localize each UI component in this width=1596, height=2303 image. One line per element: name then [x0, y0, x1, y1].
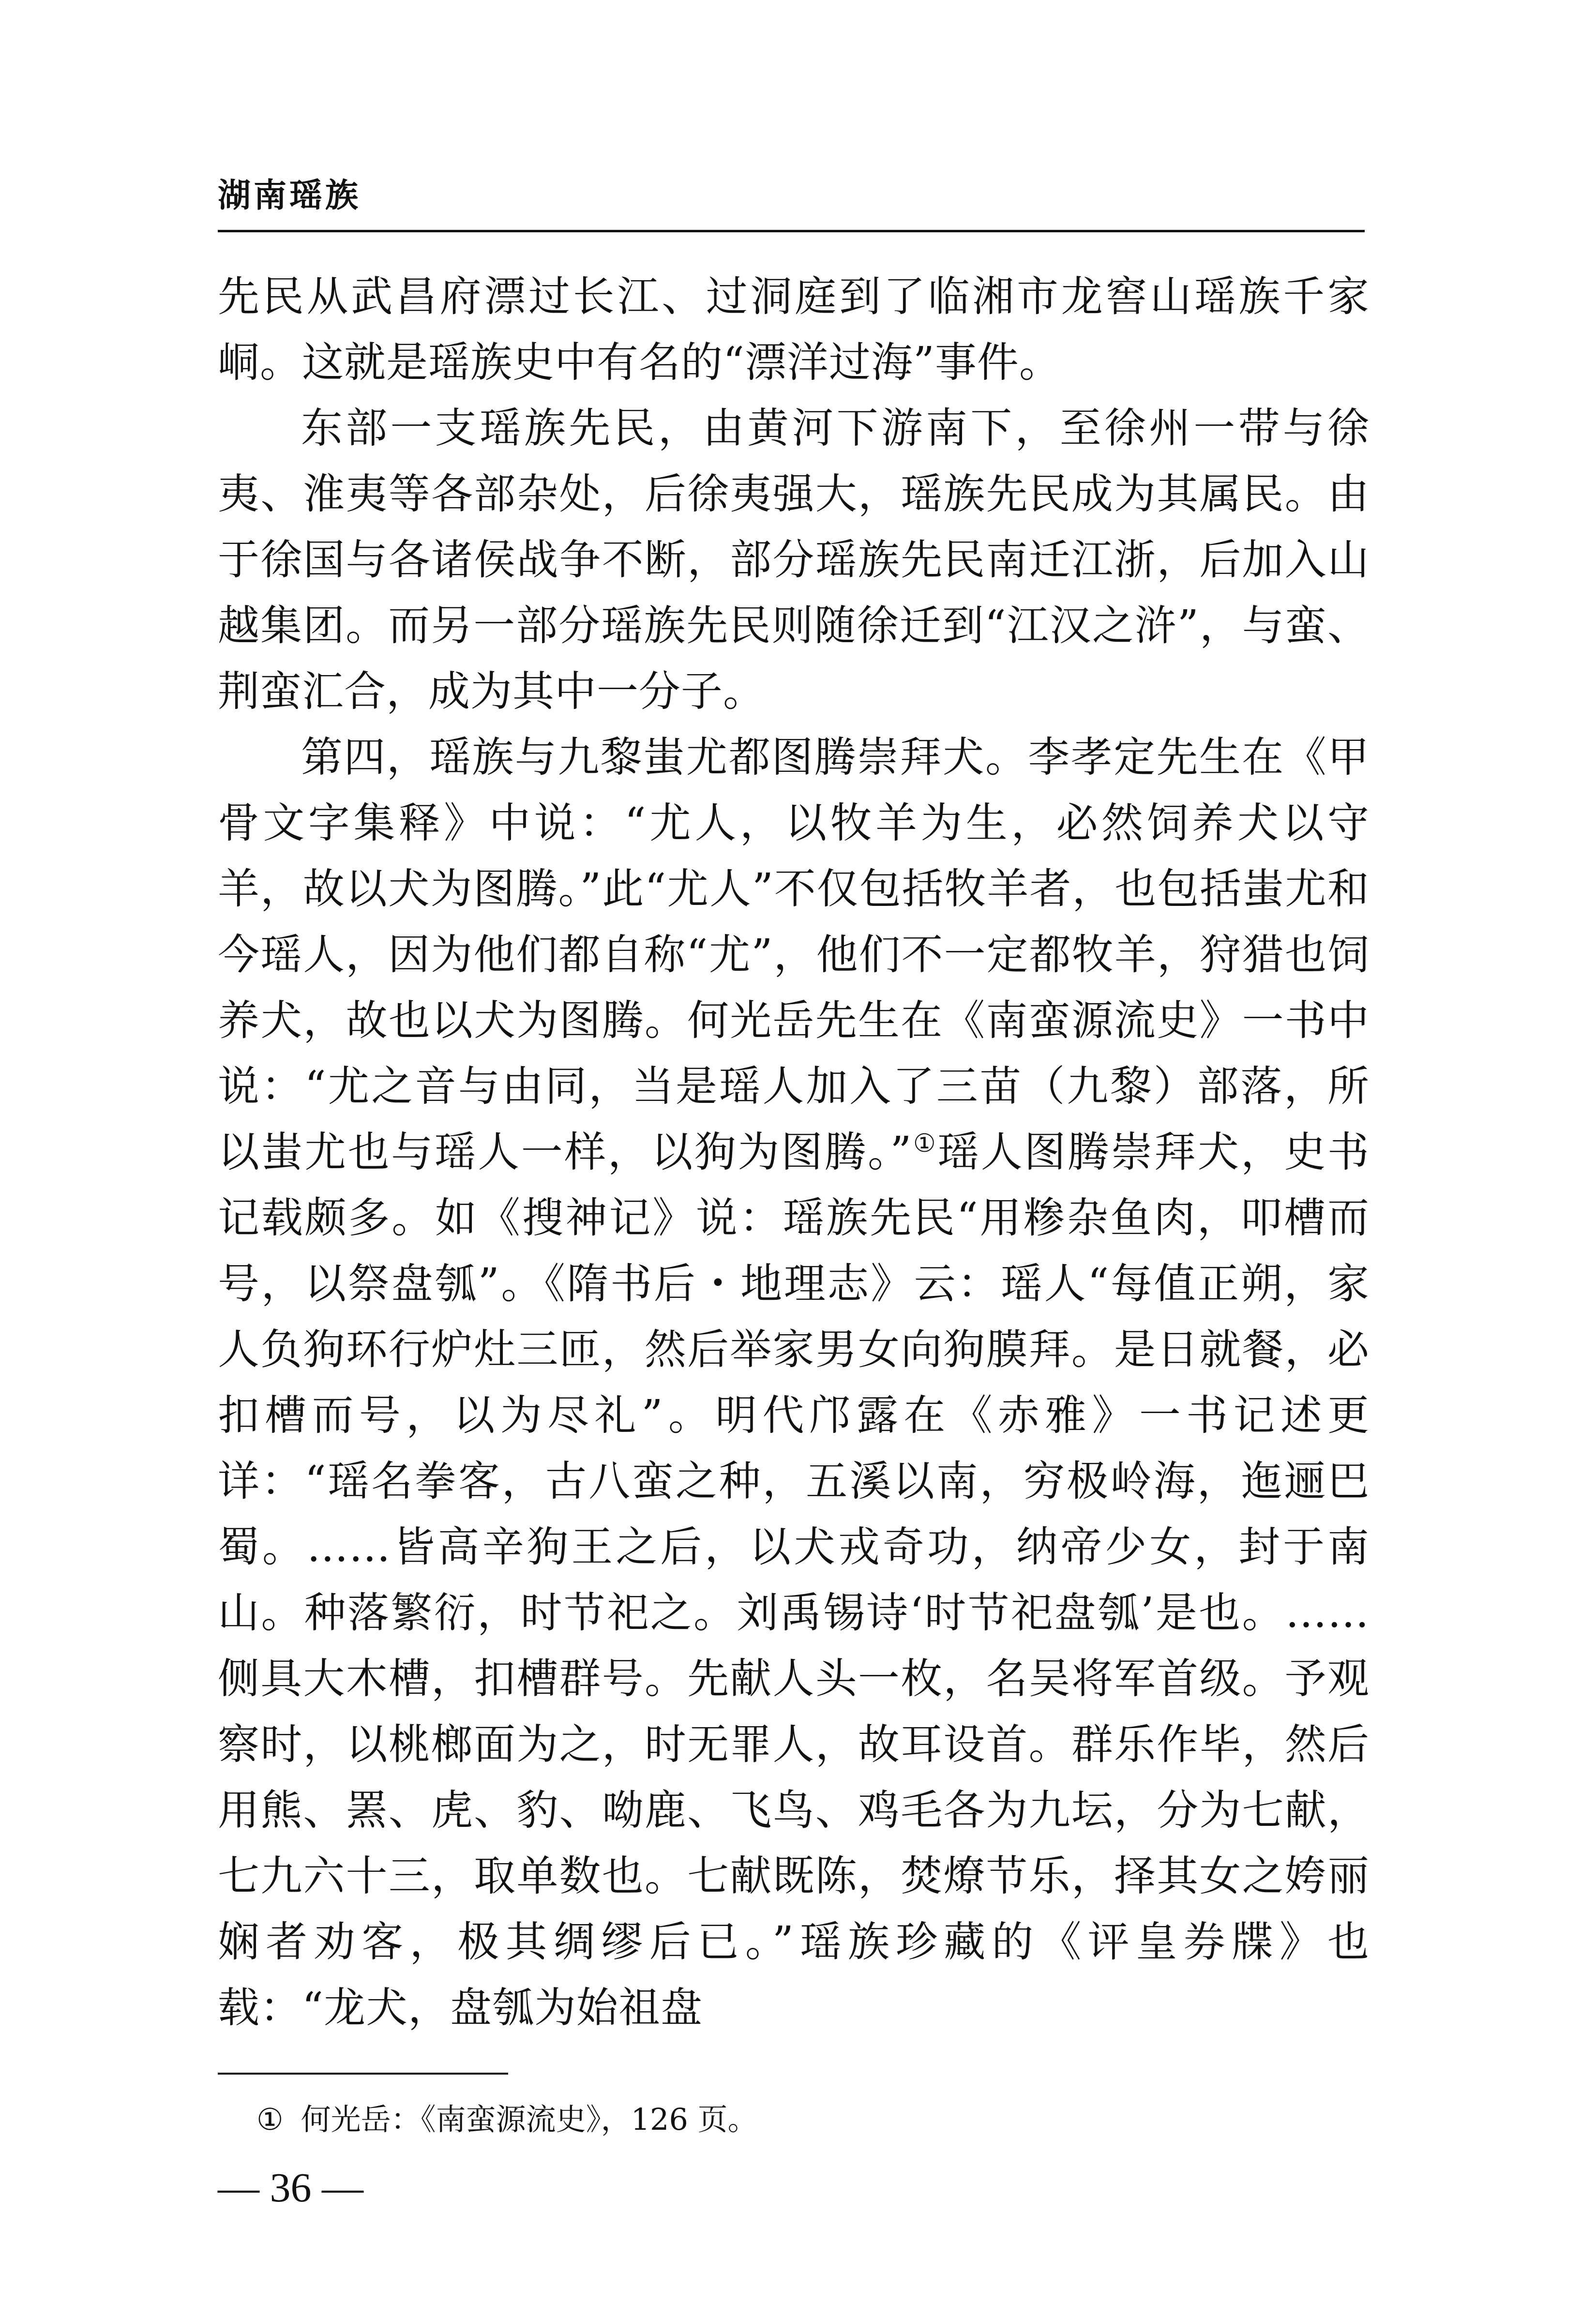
footnote-marker: ① — [256, 2102, 284, 2137]
running-header: 湖南瑶族 — [218, 176, 361, 215]
header-rule — [218, 230, 1365, 232]
page-number: — 36 — — [218, 2164, 363, 2211]
footnote — [256, 2100, 758, 2139]
footnote-text: 何光岳：《南蛮源流史》，126 页。 — [301, 2102, 758, 2137]
paragraph-3-continued: 瑶人图腾崇拜犬，史书记载颇多。如《搜神记》说：瑶族先民“用糁杂鱼肉，叩槽而号，以祭盘瓠”。《隋书后・地理志》云：瑶人“每值正朔，家人负狗环行炉灶三匝，然后举家男女向狗膜拜。是日就餐，必扣槽而号，以为尽礼”。明代邝露在《赤雅》一书记述更详：“瑶名拳客，古八蛮之种，五溪以南，穷极岭海，迤逦巴蜀。……皆高辛狗王之后，以犬戎奇功，纳帝少女，封于南山。种落繁衍，时节祀之。刘禹锡诗‘时节祀盘瓠’是也。……侧具大木槽，扣槽群号。先献人头一枚，名吴将军首级。予观察时，以桃榔面为之，时无罪人，故耳设首。群乐作毕，然后用熊、罴、虎、豹、呦鹿、飞鸟、鸡毛各为九坛，分为七献，七九六十三，取单数也。七献既陈，焚燎节乐，择其女之姱丽娴者劝客，极其绸缪后已。”瑶族珍藏的《评皇券牒》也载：“龙犬，盘瓠为始祖盘 — [218, 1128, 1370, 2032]
paragraph-2: 东部一支瑶族先民，由黄河下游南下，至徐州一带与徐夷、淮夷等各部杂处，后徐夷强大，瑶族先民成为其属民。由于徐国与各诸侯战争不断，部分瑶族先民南迁江浙，后加入山越集团。而另一部分瑶族先民则随徐迁到“江汉之浒”，与蛮、荆蛮汇合，成为其中一分子。 — [218, 404, 1370, 716]
paragraph-3 — [218, 724, 1370, 2041]
footnote-rule — [218, 2073, 508, 2075]
paragraph-3-text: 第四，瑶族与九黎蚩尤都图腾崇拜犬。李孝定先生在《甲骨文字集释》中说：“尤人，以牧羊为生，必然饲养犬以守羊，故以犬为图腾。”此“尤人”不仅包括牧羊者，也包括蚩尤和今瑶人，因为他们都自称“尤”，他们不一定都牧羊，狩猎也饲养犬，故也以犬为图腾。何光岳先生在《南蛮源流史》一书中说：“尤之音与由同，当是瑶人加入了三苗（九黎）部落，所以蚩尤也与瑶人一样，以狗为图腾。” — [218, 733, 1370, 1176]
body-text — [218, 264, 1370, 2041]
footnote-reference[interactable]: ① — [912, 1129, 938, 1158]
paragraph-1: 先民从武昌府漂过长江、过洞庭到了临湘市龙窖山瑶族千家峒。这就是瑶族史中有名的“漂洋过海”事件。 — [218, 272, 1370, 387]
